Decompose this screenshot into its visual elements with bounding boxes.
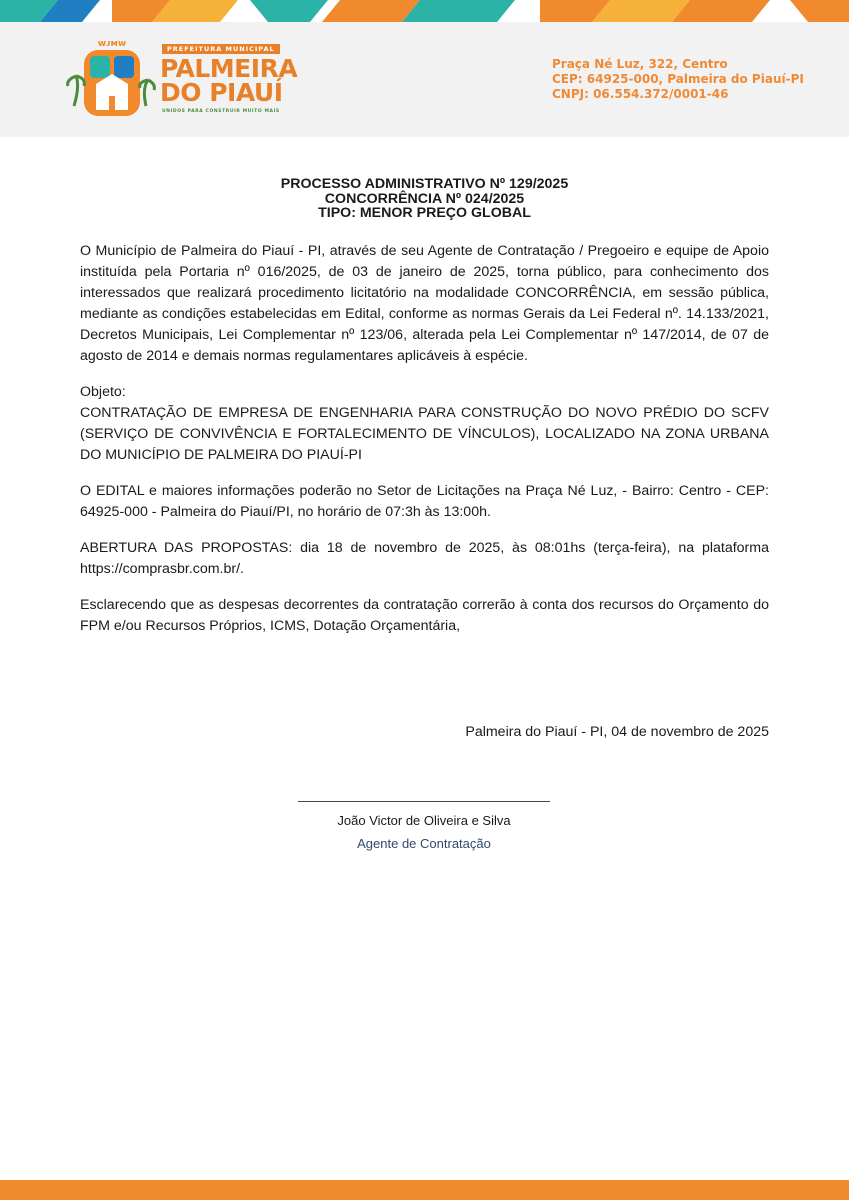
esclarecimento-paragraph: Esclarecendo que as despesas decorrentes da contratação correrão à conta dos recursos do Orçamento do FPM e/ou Recursos Próprios, ICMS, Dotação Orçamentária,: [80, 597, 769, 634]
address-line: Praça Né Luz, 322, Centro: [552, 57, 728, 71]
place-date: Palmeira do Piauí - PI, 04 de novembro de 2025: [465, 724, 769, 740]
top-decorative-stripe: [0, 0, 849, 22]
logo-name-line1: PALMEIRA: [160, 54, 298, 83]
header-address: [552, 57, 804, 102]
address-cep: CEP: 64925-000, Palmeira do Piauí-PI: [552, 72, 804, 86]
palm-church-emblem-icon: [66, 36, 156, 128]
svg-text:ᴡᴊᴍᴡ: ᴡᴊᴍᴡ: [97, 39, 127, 49]
document-title: [80, 177, 769, 221]
logo-slogan: UNIDOS PARA CONSTRUIR MUITO MAIS: [162, 109, 280, 114]
title-process-number: PROCESSO ADMINISTRATIVO Nº 129/2025: [280, 176, 569, 192]
logo-name-line2: DO PIAUÍ: [160, 78, 283, 107]
signature-line: [298, 801, 550, 802]
edital-paragraph: O EDITAL e maiores informações poderão no Setor de Licitações na Praça Né Luz, - Bairro: Centro - CEP: 64925-000 - Palmeira do Piauí/PI, no horário de 07:3h às 13:00h.: [80, 483, 769, 520]
objeto-label: Objeto:: [80, 384, 126, 400]
logo-prefeitura-label: PREFEITURA MUNICIPAL: [162, 44, 280, 54]
intro-paragraph: O Município de Palmeira do Piauí - PI, através de seu Agente de Contratação / Pregoeiro e equipe de Apoio instituída pela Portaria nº 016/2025, de 03 de janeiro de 2025, torna público, para conhecimento dos interessados que realizará procedimento licitatório na modalidade CONCORRÊNCIA, em sessão pública, mediante as condições estabelecidas em Edital, conforme as normas Gerais da Lei Federal nº. 14.133/2021, Decretos Municipais, Lei Complementar nº 123/06, alterada pela Lei Complementar nº 147/2014, de 07 de agosto de 2014 e demais normas regulamentares aplicáveis à espécie.: [80, 243, 769, 364]
address-cnpj: CNPJ: 06.554.372/0001-46: [552, 87, 729, 101]
bottom-decorative-stripe: [0, 1180, 849, 1200]
document-body: [80, 241, 769, 637]
objeto-paragraph: CONTRATAÇÃO DE EMPRESA DE ENGENHARIA PARA CONSTRUÇÃO DO NOVO PRÉDIO DO SCFV (SERVIÇO DE CONVIVÊNCIA E FORTALECIMENTO DE VÍNCULOS), LOCALIZADO NA ZONA URBANA DO MUNICÍPIO DE PALMEIRA DO PIAUÍ-PI: [80, 405, 769, 463]
municipal-logo: [66, 36, 298, 128]
title-concorrencia: CONCORRÊNCIA Nº 024/2025: [324, 190, 525, 207]
abertura-paragraph: ABERTURA DAS PROPOSTAS: dia 18 de novembro de 2025, às 08:01hs (terça-feira), na plataforma https://comprasbr.com.br/.: [80, 540, 769, 577]
letterhead: [0, 22, 849, 137]
signatory-role: Agente de Contratação: [357, 836, 491, 851]
signatory-name: João Victor de Oliveira e Silva: [337, 813, 511, 828]
title-tipo: TIPO: MENOR PREÇO GLOBAL: [318, 205, 531, 221]
